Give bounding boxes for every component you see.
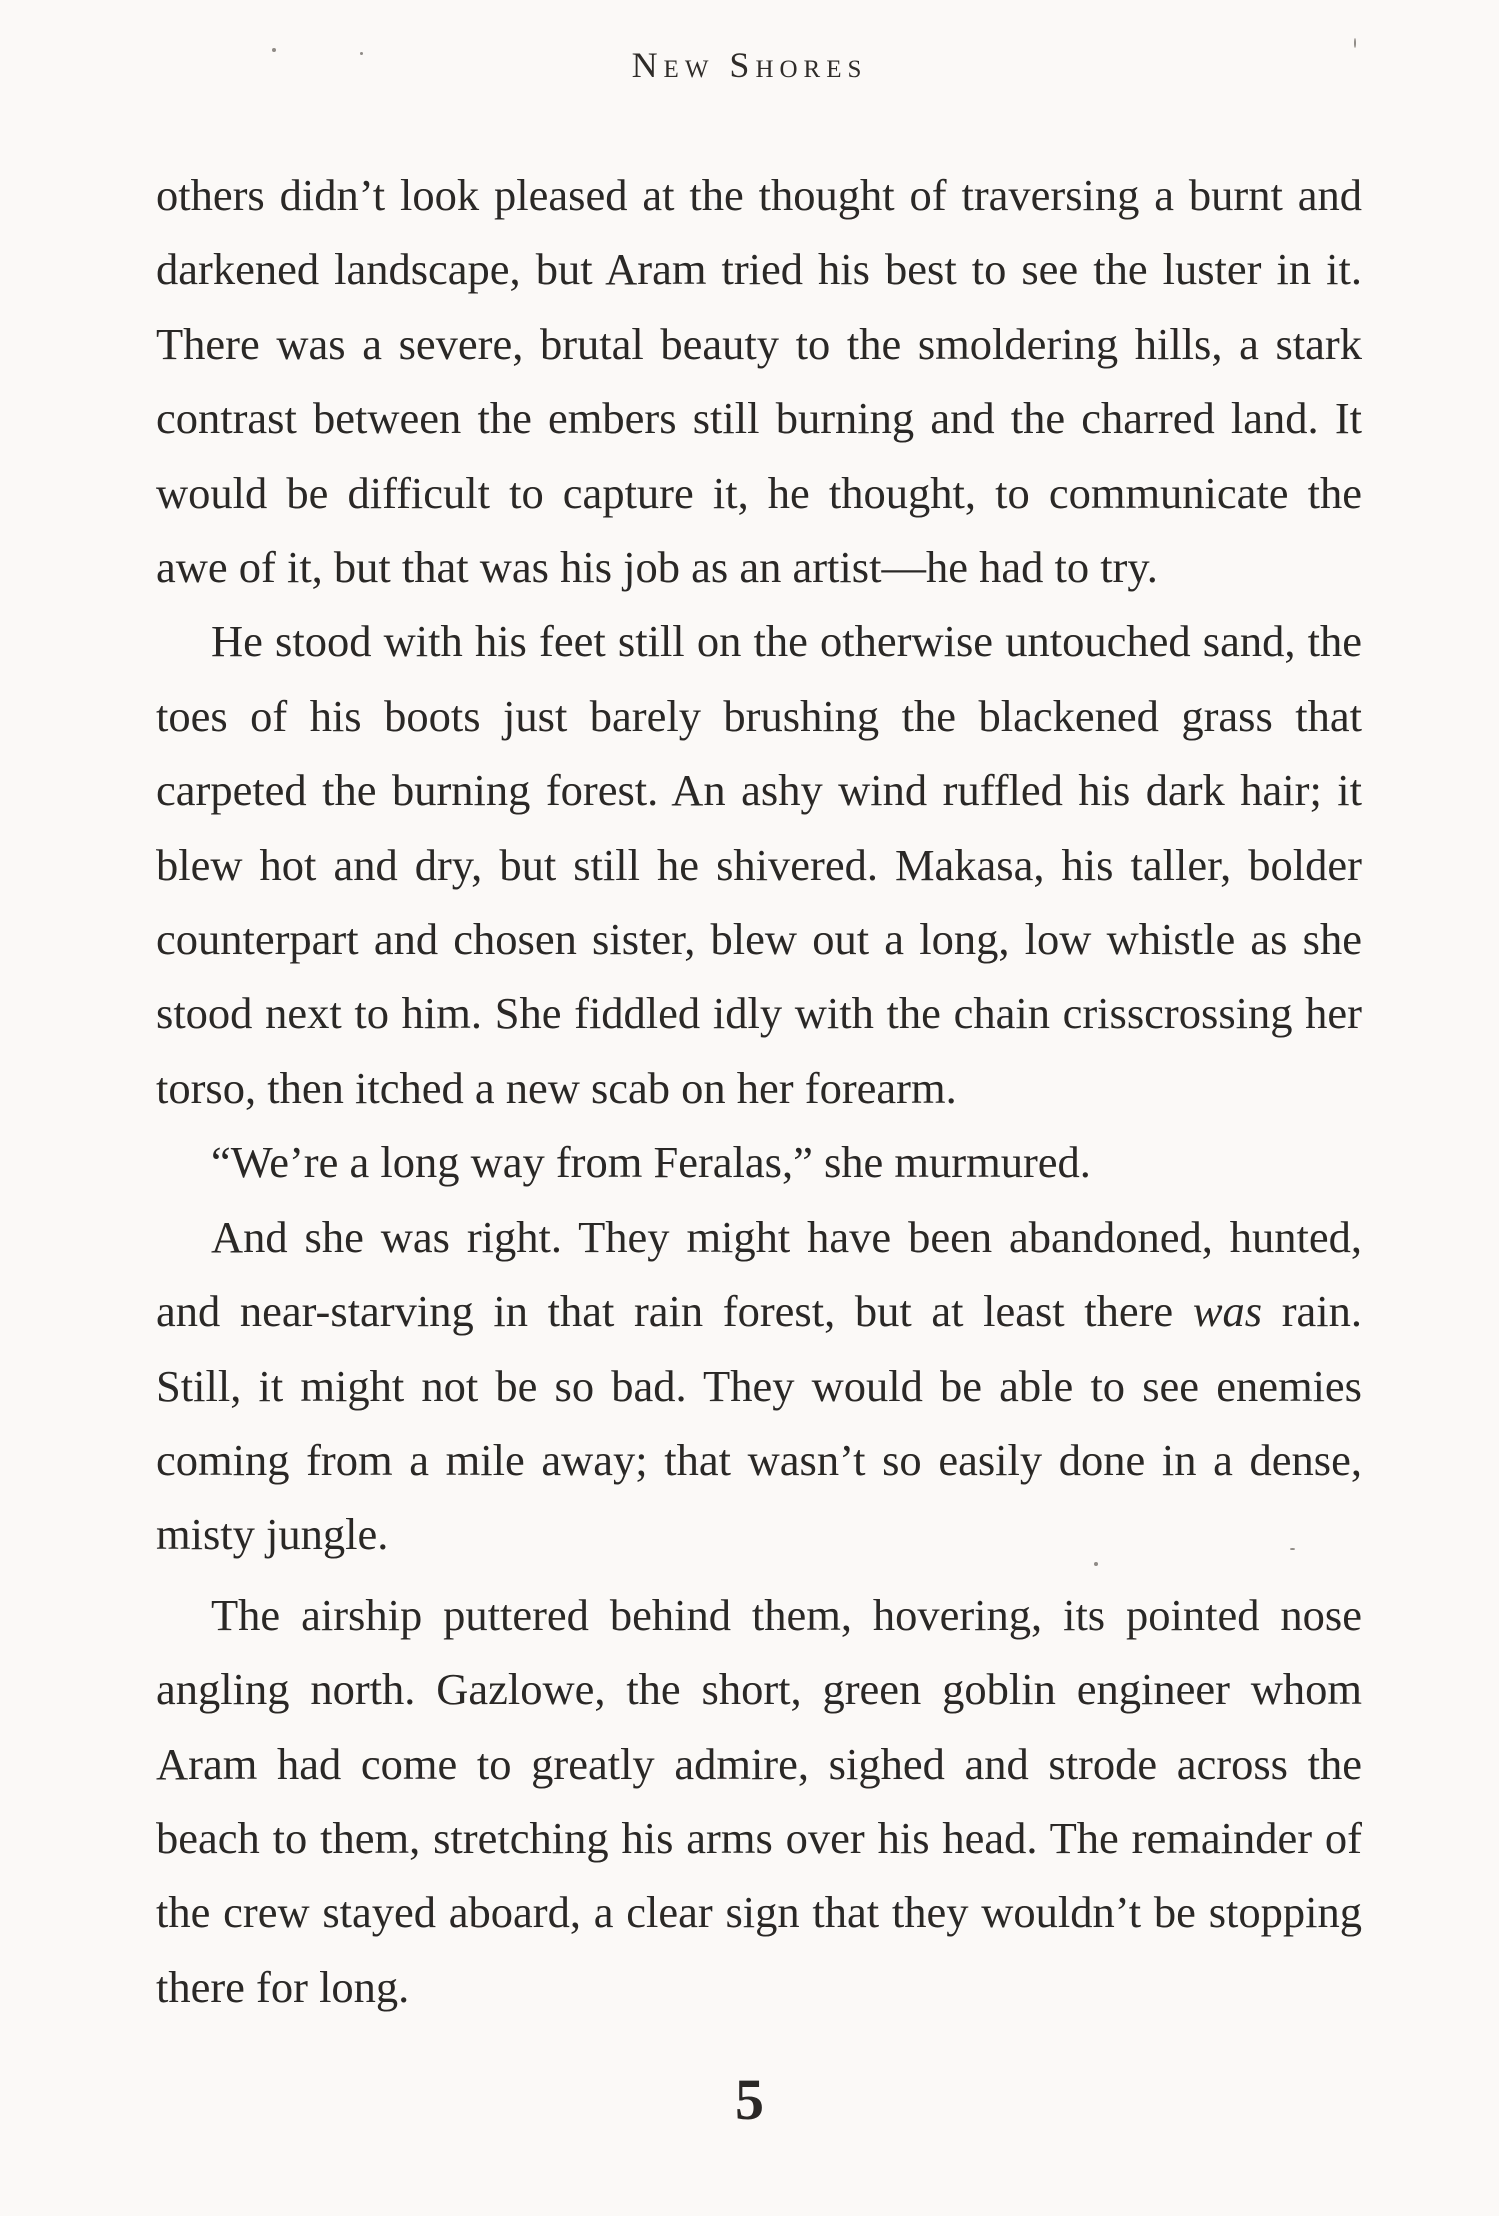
paragraph-2: He stood with his feet still on the otherwise untouched sand, the toes of his boots just barely brushing the blackened grass that carpeted the burning forest. An ashy wind ruffled his dark hair; it blew hot and dry, but still he shivered. Makasa, his taller, bolder counterpart and chosen sister, blew out a long, low whistle as she stood next to him. She fiddled idly with the chain crisscrossing her torso, then itched a new scab on her forearm. <box>156 616 1362 1113</box>
page-number: 5 <box>735 2067 764 2132</box>
running-head: New Shores <box>631 45 868 85</box>
paper-speck <box>360 52 363 55</box>
paper-speck <box>1354 38 1356 48</box>
paragraph-4 <box>156 1200 1362 1572</box>
paper-speck <box>1094 1562 1098 1566</box>
paper-speck <box>272 48 276 52</box>
paragraph-4-text-before: And she was right. They might have been abandoned, hunted, and near-starving in that rain forest, but at least there <box>156 1211 1362 1337</box>
paragraph-4-text-after: rain. Still, it might not be so bad. They would be able to see enemies coming from a mile away; that wasn’t so easily done in a dense, misty jungle. <box>156 1286 1362 1560</box>
paragraph-3: “We’re a long way from Feralas,” she murmured. <box>211 1137 1091 1188</box>
paragraph-5: The airship puttered behind them, hovering, its pointed nose angling north. Gazlowe, the short, green goblin engineer whom Aram had come to greatly admire, sighed and strode across the beach to them, stretching his arms over his head. The remainder of the crew stayed aboard, a clear sign that they wouldn’t be stopping there for long. <box>156 1589 1362 2012</box>
body-text <box>156 158 1362 2024</box>
paragraph-4-emphasis: was <box>1192 1286 1263 1337</box>
paragraph-1: others didn’t look pleased at the thought of traversing a burnt and darkened landscape, but Aram tried his best to see the luster in it. There was a severe, brutal beauty to the smoldering hills, a stark contrast between the embers still burning and the charred land. It would be difficult to capture it, he thought, to communicate the awe of it, but that was his job as an artist—he had to try. <box>156 170 1362 593</box>
paper-speck <box>1290 1548 1295 1550</box>
